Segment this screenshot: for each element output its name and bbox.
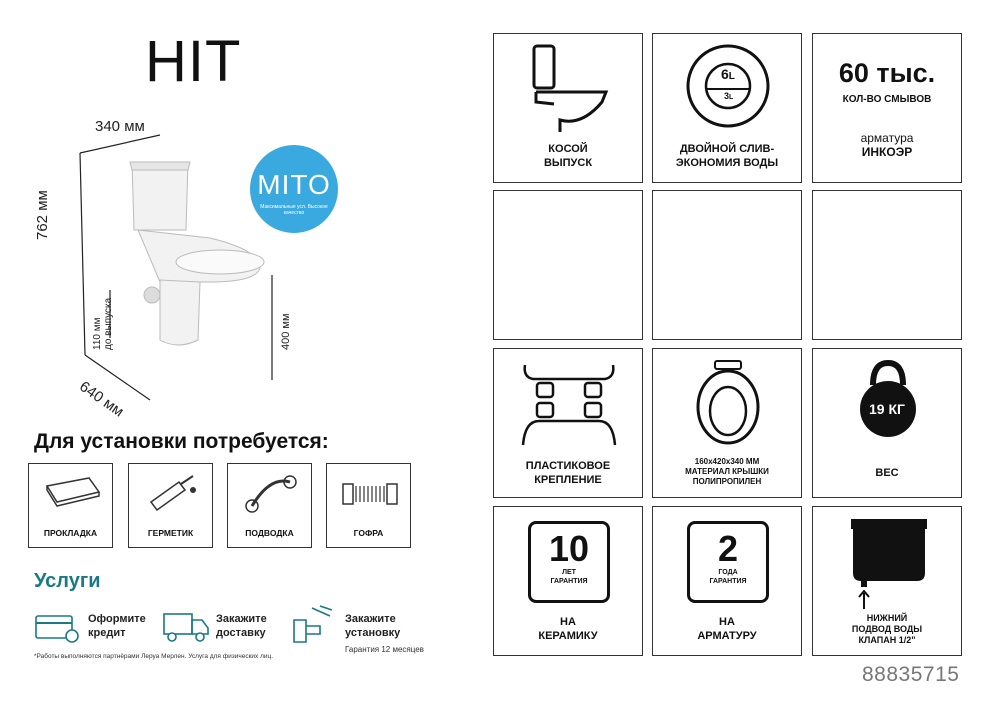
service-installation-line1: Закажите	[345, 613, 396, 625]
delivery-truck-icon[interactable]	[162, 608, 212, 644]
oblique-outlet-line2: ВЫПУСК	[543, 157, 593, 169]
cistern-bottom-supply-icon	[847, 515, 931, 611]
tile-fittings-warranty	[652, 506, 802, 656]
dimension-height: 762 мм	[34, 190, 51, 240]
tile-seat	[652, 348, 802, 498]
service-delivery[interactable]	[216, 612, 267, 640]
tile-bottom-supply	[812, 506, 962, 656]
ceramic-warranty-number: 10	[548, 528, 590, 569]
requirement-gasket	[28, 463, 113, 548]
service-credit[interactable]	[88, 612, 146, 640]
dual-flush-big: 6	[721, 66, 729, 82]
requirements-title: Для установки потребуется:	[34, 430, 329, 453]
seat-material: ПОЛИПРОПИЛЕН	[692, 477, 762, 486]
dual-flush-unit-small: L	[729, 94, 734, 101]
service-delivery-line2: доставку	[216, 627, 266, 639]
tile-empty-2	[652, 190, 802, 340]
flush-count-label: КОЛ-ВО СМЫВОВ	[842, 94, 932, 105]
product-title: HIT	[145, 29, 242, 94]
ceramic-warranty-years: ЛЕТ	[562, 569, 576, 576]
requirement-label: ГОФРА	[353, 528, 384, 538]
fittings-label: арматура	[860, 131, 914, 145]
seat-mount-icon	[519, 359, 619, 449]
tile-empty-3	[812, 190, 962, 340]
tile-flush-count	[812, 33, 962, 183]
requirement-label: ПОДВОДКА	[245, 528, 294, 538]
dual-flush-unit-big: L	[728, 71, 735, 82]
seat-dimensions: 160х420х340 ММ	[694, 457, 760, 466]
service-delivery-line1: Закажите	[216, 613, 267, 625]
dimension-outlet-height	[92, 298, 114, 350]
dual-flush-button-icon	[686, 44, 770, 128]
dimension-seat-height: 400 мм	[280, 313, 292, 350]
product-sku: 88835715	[862, 663, 960, 686]
corrugated-pipe-icon	[339, 472, 401, 516]
plastic-mount-line2: КРЕПЛЕНИЕ	[534, 474, 602, 486]
weight-value: 19 КГ	[869, 401, 905, 417]
bottom-supply-line2: ПОДВОД ВОДЫ	[851, 624, 923, 634]
seat-material-label: МАТЕРИАЛ КРЫШКИ	[685, 467, 769, 476]
requirement-hose	[227, 463, 312, 548]
installation-tools-icon[interactable]	[290, 604, 336, 646]
requirement-label: ПРОКЛАДКА	[43, 528, 98, 538]
ceramic-warranty-badge	[528, 521, 610, 603]
fittings-warranty-badge	[687, 521, 769, 603]
sealant-tube-icon	[141, 472, 203, 516]
service-credit-line1: Оформите	[88, 613, 146, 625]
service-installation-line2: установку	[345, 627, 401, 639]
weight-label: ВЕС	[875, 467, 899, 479]
services-guarantee: Гарантия 12 месяцев	[345, 645, 424, 654]
brand-tagline: Максимальные усл. Высокое качество	[260, 204, 328, 216]
toilet-seat-icon	[693, 359, 763, 447]
outlet-height-label: до выпуска	[103, 297, 114, 350]
dimension-depth: 640 мм	[76, 378, 127, 421]
fittings-warranty-years: ГОДА	[718, 569, 738, 576]
tile-plastic-mount	[493, 348, 643, 498]
tile-dual-flush	[652, 33, 802, 183]
oblique-outlet-line1: КОСОЙ	[548, 143, 588, 155]
services-title: Услуги	[34, 570, 101, 592]
fittings-warranty-label: ГАРАНТИЯ	[709, 578, 747, 585]
flush-count-value: 60 тыс.	[838, 58, 936, 88]
dual-flush-small: 3	[724, 91, 730, 101]
outlet-height-value: 110 мм	[92, 317, 103, 350]
ceramic-warranty-label: ГАРАНТИЯ	[550, 578, 588, 585]
fittings-warranty-line1: НА	[719, 616, 735, 628]
requirement-corrugated-pipe	[326, 463, 411, 548]
toilet-side-icon	[522, 42, 614, 132]
brand-logo	[250, 145, 338, 233]
brand-name: MITO	[257, 169, 331, 200]
fittings-warranty-line2: АРМАТУРУ	[697, 630, 757, 642]
bottom-supply-line1: НИЖНИЙ	[866, 613, 908, 623]
ceramic-warranty-line2: КЕРАМИКУ	[538, 630, 598, 642]
service-installation[interactable]	[345, 612, 400, 640]
fittings-warranty-number: 2	[717, 528, 739, 569]
services-note: *Работы выполняются партнёрами Леруа Мерлен. Услуга для физических лиц.	[34, 653, 274, 660]
tile-ceramic-warranty	[493, 506, 643, 656]
kettlebell-icon	[855, 359, 921, 439]
bottom-supply-line3: КЛАПАН 1/2"	[858, 635, 916, 645]
hose-icon	[240, 472, 302, 516]
tile-empty-1	[493, 190, 643, 340]
gasket-icon	[41, 472, 103, 512]
dual-flush-line1: ДВОЙНОЙ СЛИВ-	[679, 143, 775, 155]
credit-card-icon[interactable]	[34, 612, 80, 644]
dual-flush-line2: ЭКОНОМИЯ ВОДЫ	[675, 157, 779, 169]
service-credit-line2: кредит	[88, 627, 126, 639]
requirement-sealant	[128, 463, 213, 548]
tile-oblique-outlet	[493, 33, 643, 183]
requirement-label: ГЕРМЕТИК	[147, 528, 194, 538]
fittings-brand: ИНКОЭР	[861, 145, 913, 159]
dimension-width: 340 мм	[95, 118, 145, 135]
ceramic-warranty-line1: НА	[560, 616, 576, 628]
plastic-mount-line1: ПЛАСТИКОВОЕ	[525, 460, 611, 472]
tile-weight	[812, 348, 962, 498]
